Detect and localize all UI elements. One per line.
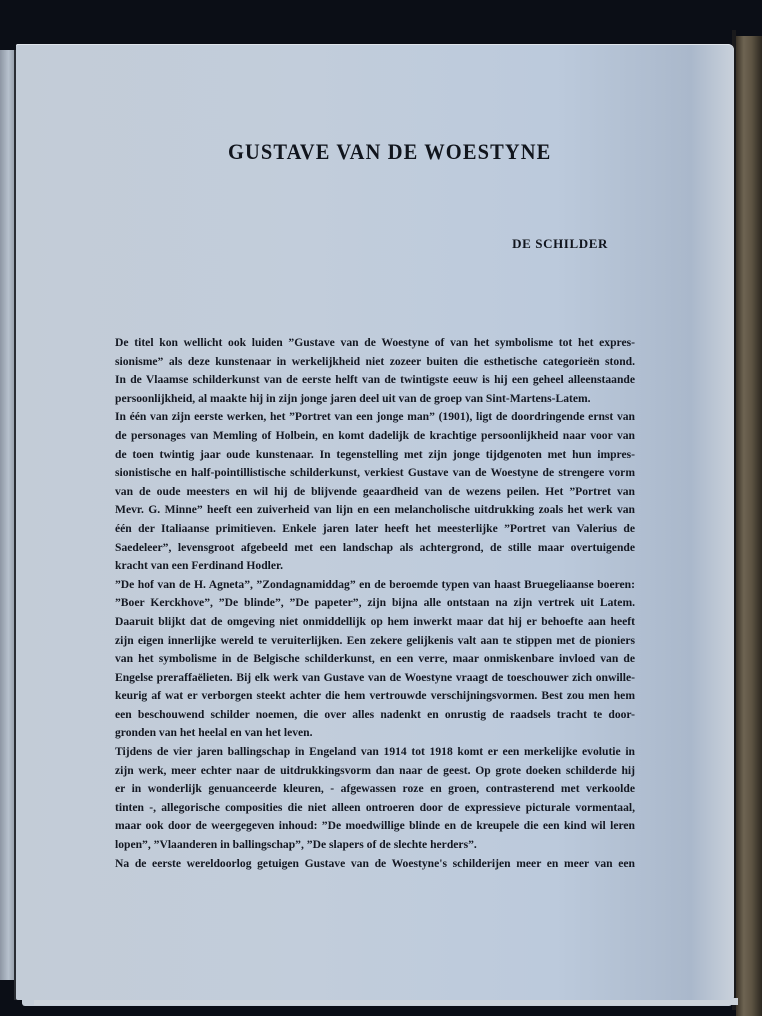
text-line: kracht van een Ferdinand Hodler. [115, 559, 284, 573]
text-line: van de oude meesters en wil hij de blijvende geaardheid van de wezens peilen. Het ”Portret van [115, 484, 635, 498]
text-line: De titel kon wellicht ook luiden ”Gustave van de Woestyne of van het symbolisme tot het expres- [115, 336, 635, 349]
text-line: tinten -, allegorische composities die niet alleen ontroeren door de expressieve picturale vormentaal, [115, 800, 635, 814]
text-line: In één van zijn eerste werken, het ”Portret van een jonge man” (1901), ligt de doordringende ernst van [115, 410, 635, 424]
text-line: sionistische en half-pointillistische schilderkunst, verkiest Gustave van de Woestyne de strengere vorm [115, 466, 635, 480]
text-line: van het symbolisme in de Belgische schilderkunst, en een verre, maar onmiskenbare invloed van de [115, 652, 635, 666]
text-line: ”De hof van de H. Agneta”, ”Zondagnamiddag” en de beroemde typen van haast Bruegeliaanse boeren: [115, 577, 635, 591]
text-line: Tijdens de vier jaren ballingschap in Engeland van 1914 tot 1918 komt er een merkelijke evolutie in [115, 745, 635, 759]
text-line: de personages van Memling of Holbein, en komt dadelijk de krachtige persoonlijkheid naar voor van [115, 428, 635, 442]
text-line: zijn werk, meer echter naar de uitdrukkingsvorm dan naar de geest. Op grote doeken schilderde hij [115, 763, 635, 777]
previous-page-edge [0, 50, 14, 980]
text-line: persoonlijkheid, al maakte hij in zijn jonge jaren deel uit van de groep van Sint-Martens-Latem. [115, 391, 591, 405]
text-line: zijn eigen innerlijke wereld te veruiterlijken. Een zekere gelijkenis valt aan te stippen met de pioniers [115, 633, 635, 647]
text-line: gronden van het heelal en van het leven. [115, 726, 313, 740]
text-line: keurig af wat er verborgen steekt achter die hem vertrouwde verschijningsvormen. Best zou men hem [115, 689, 635, 703]
text-line: één der Italiaanse primitieven. Enkele jaren later heeft het meesterlijke ”Portret van Valerius de [115, 521, 635, 535]
body-text [115, 334, 635, 873]
text-line: sionisme” als deze kunstenaar in werkelijkheid niet zozeer buiten die esthetische categorieën stond. [115, 354, 635, 368]
text-line: In de Vlaamse schilderkunst van de eerste helft van de twintigste eeuw is hij een geheel alleenstaande [115, 373, 635, 387]
text-line: een beschouwend schilder noemen, die over alles nadenkt en onrustig de raadsels tracht te door- [115, 707, 635, 721]
book-binding [736, 36, 762, 1016]
text-line: Mevr. G. Minne” heeft een zuiverheid van lijn en een melancholische uitdrukking zoals het werk van [115, 503, 635, 517]
text-line: ”Boer Kerckhove”, ”De blinde”, ”De papeter”, zijn bijna alle ontstaan na zijn vertrek uit Latem. [115, 596, 635, 610]
text-line: lopen”, ”Vlaanderen in ballingschap”, ”De slapers of de slechte herders”. [115, 838, 477, 852]
text-line: de toen twintig jaar oude kunstenaar. In tegenstelling met zijn jonge tijdgenoten met hun impres- [115, 447, 635, 461]
text-line: Na de eerste wereldoorlog getuigen Gustave van de Woestyne's schilderijen meer en meer van een [115, 856, 635, 870]
page-title: GUSTAVE VAN DE WOESTYNE [228, 139, 552, 164]
text-line: Saedeleer”, levensgroot afgebeeld met een landschap als achtergrond, de stille maar overtuigende [115, 540, 635, 554]
text-line: er in wonderlijk genuanceerde kleuren, - afgewassen roze en groen, contrasterend met verkoolde [115, 782, 635, 796]
section-heading: DE SCHILDER [512, 236, 608, 251]
text-line: Daaruit blijkt dat de omgeving niet onmiddellijk op hem inwerkt maar dat hij er behoefte aan heeft [115, 614, 635, 628]
text-line: Engelse preraffaëlieten. Bij elk werk van Gustave van de Woestyne vraagt de toeschouwer zich onwille- [115, 670, 635, 684]
text-line: maar ook door de weergegeven inhoud: ”De moedwillige blinde en de kreupele die een kind wil leren [115, 819, 635, 833]
